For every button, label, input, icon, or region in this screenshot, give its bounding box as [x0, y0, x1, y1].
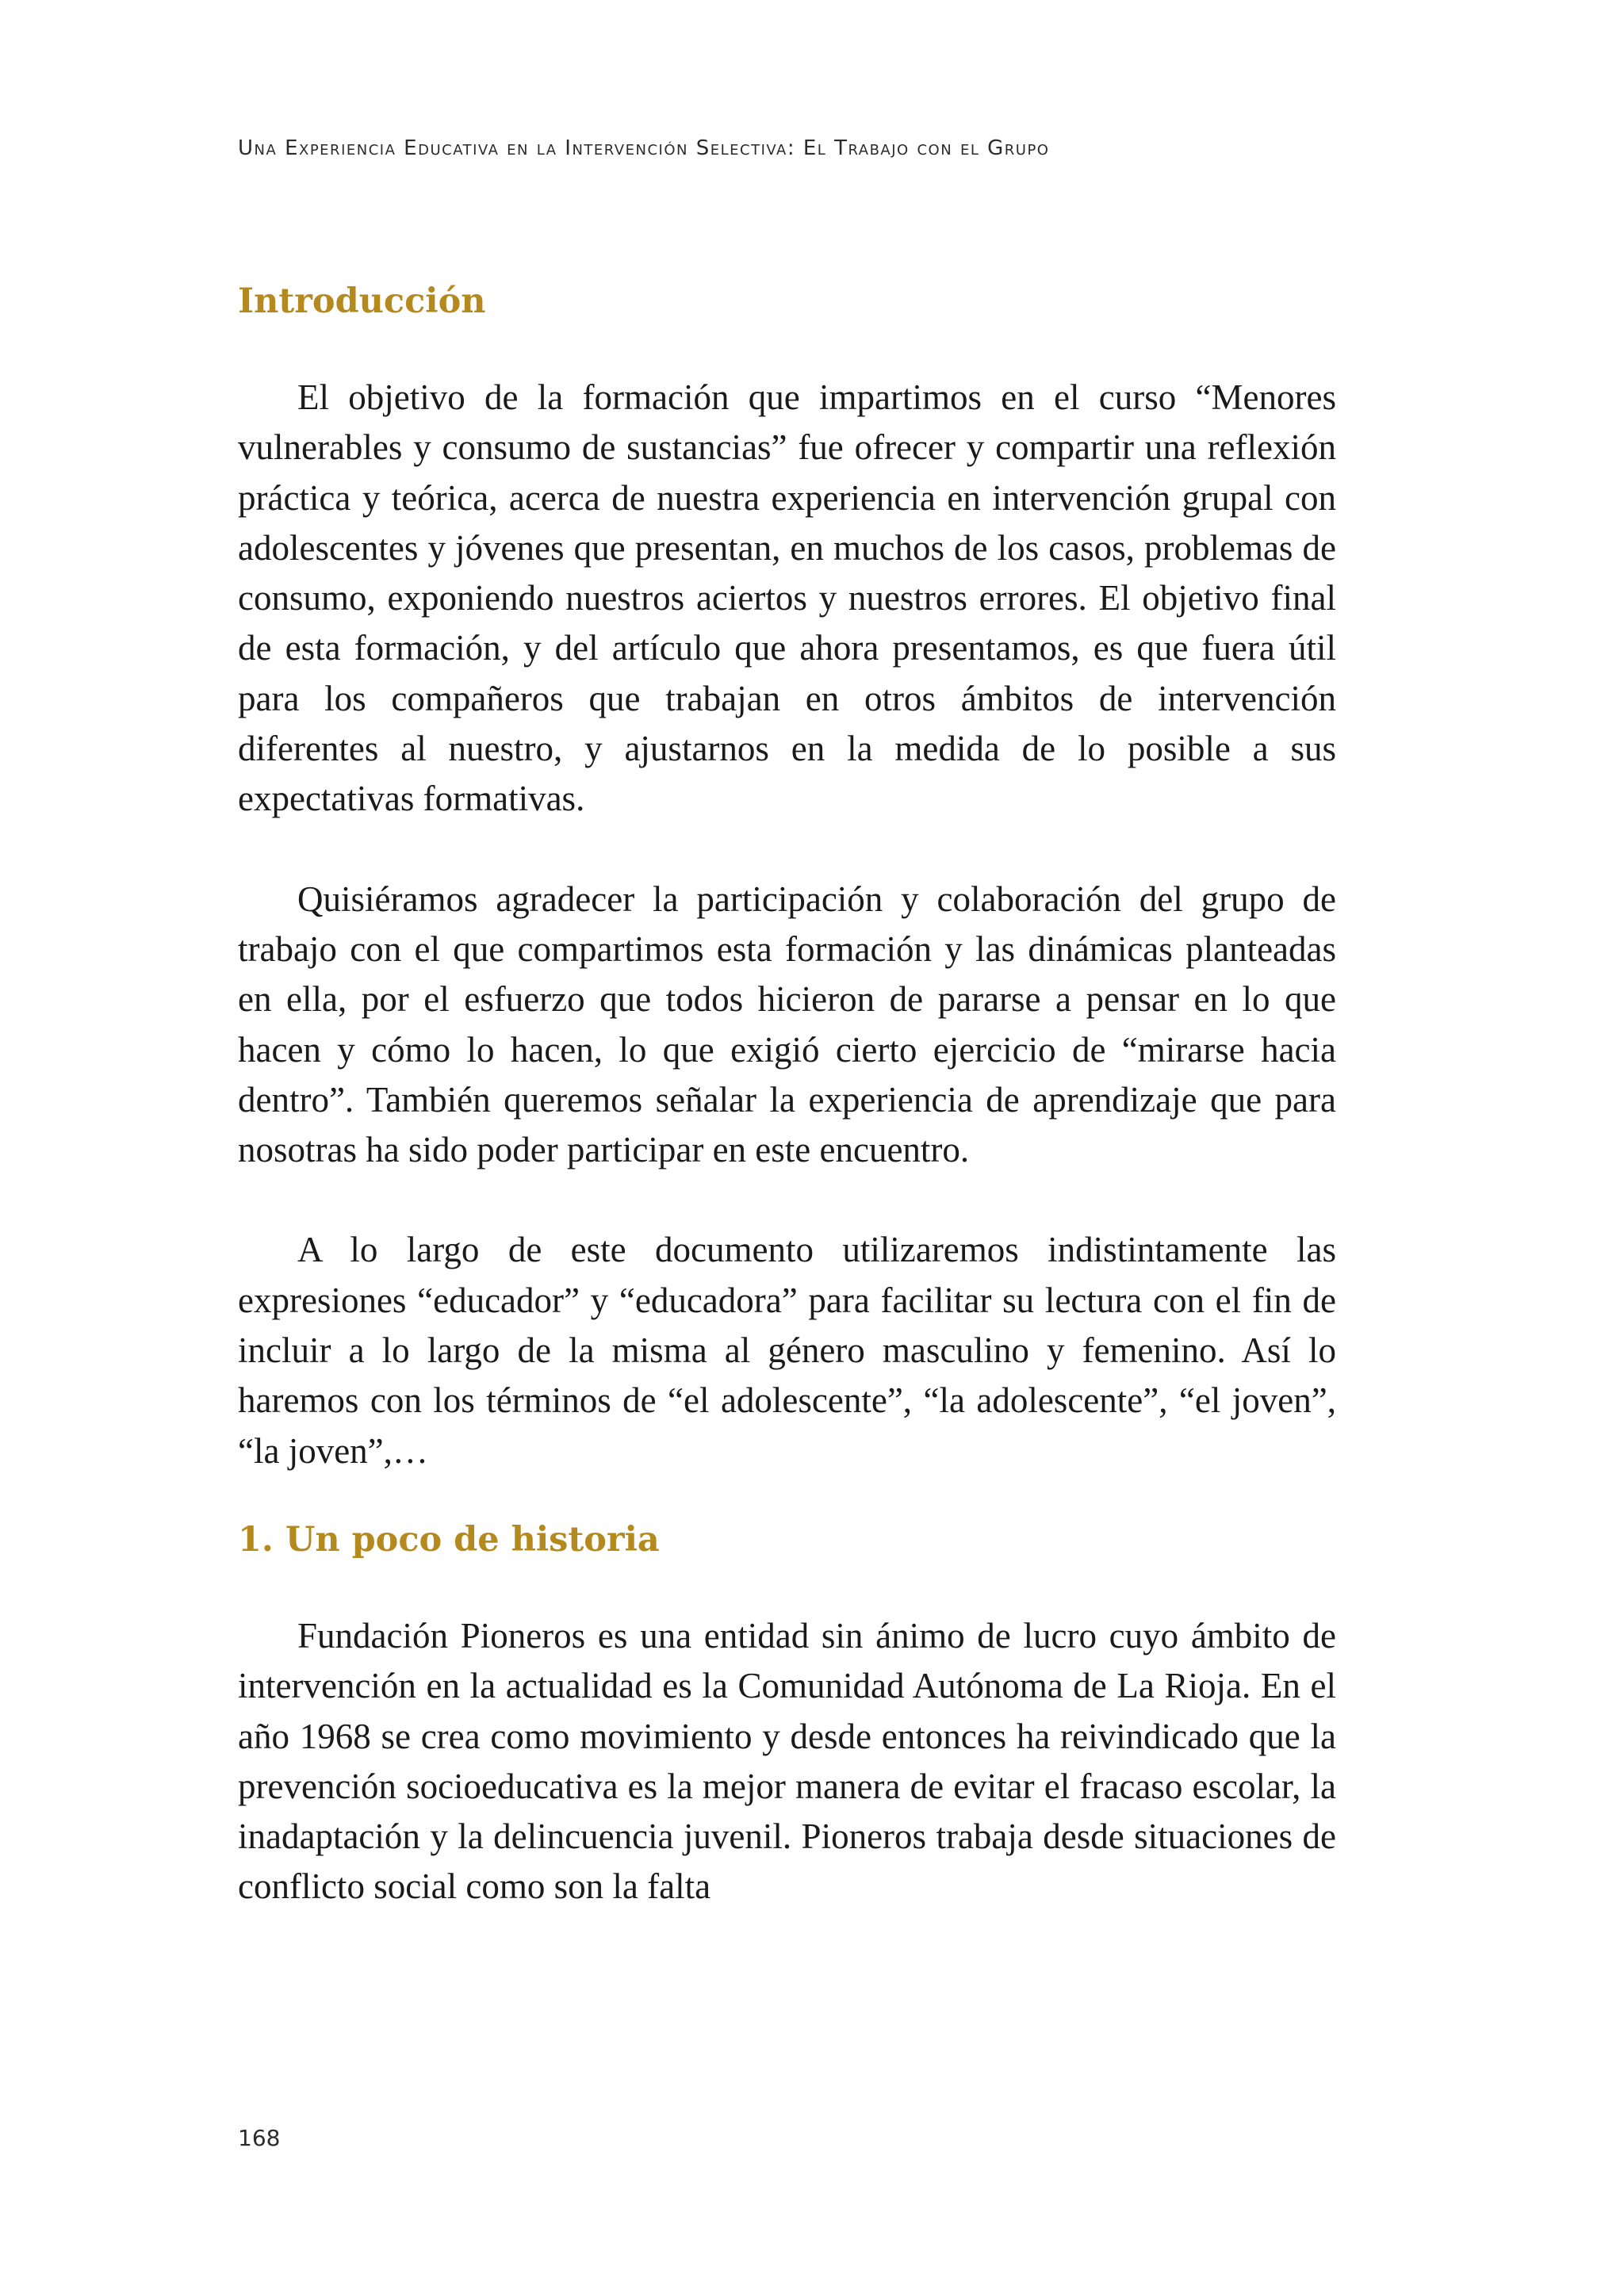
- page-number: 168: [238, 2125, 281, 2151]
- paragraph-historia-1: Fundación Pioneros es una entidad sin ánimo de lucro cuyo ámbito de intervención en la actualidad es la Comunidad Autónoma de La Rioja. En el año 1968 se crea como movimiento y desde entonces ha reivindicado que la prevención socioeducativa es la mejor manera de evitar el fracaso escolar, la inadaptación y la delincuencia juvenil. Pioneros trabaja desde situaciones de conflicto social como son la falta: [238, 1615, 1336, 1907]
- paragraph-intro-3: A lo largo de este documento utilizaremos indistintamente las expresiones “educador” y “educadora” para facilitar su lectura con el fin de incluir a lo largo de la misma al género masculino y femenino. Así lo haremos con los términos de “el adolescente”, “la adolescente”, “el joven”, “la joven”,…: [238, 1230, 1336, 1471]
- section-title-introduccion: Introducción: [238, 281, 486, 321]
- paragraph-intro-2: Quisiéramos agradecer la participación y colaboración del grupo de trabajo con el que compartimos esta formación y las dinámicas planteadas en ella, por el esfuerzo que todos hicieron de pararse a pensar en lo que hacen y cómo lo hacen, lo que exigió cierto ejercicio de “mirarse hacia dentro”. También queremos señalar la experiencia de aprendizaje que para nosotras ha sido poder participar en este encuentro.: [238, 879, 1336, 1170]
- section-title-historia: 1. Un poco de historia: [238, 1519, 660, 1560]
- page-content: [238, 278, 1336, 1912]
- paragraph-intro-1: El objetivo de la formación que impartimos en el curso “Menores vulnerables y consumo de sustancias” fue ofrecer y compartir una reflexión práctica y teórica, acerca de nuestra experiencia en intervención grupal con adolescentes y jóvenes que presentan, en muchos de los casos, problemas de consumo, exponiendo nuestros aciertos y nuestros errores. El objetivo final de esta formación, y del artículo que ahora presentamos, es que fuera útil para los compañeros que trabajan en otros ámbitos de intervención diferentes al nuestro, y ajustarnos en la medida de lo posible a sus expectativas formativas.: [238, 377, 1336, 819]
- running-header: Una Experiencia Educativa en la Intervención Selectiva: El Trabajo con el Grupo: [238, 136, 1050, 160]
